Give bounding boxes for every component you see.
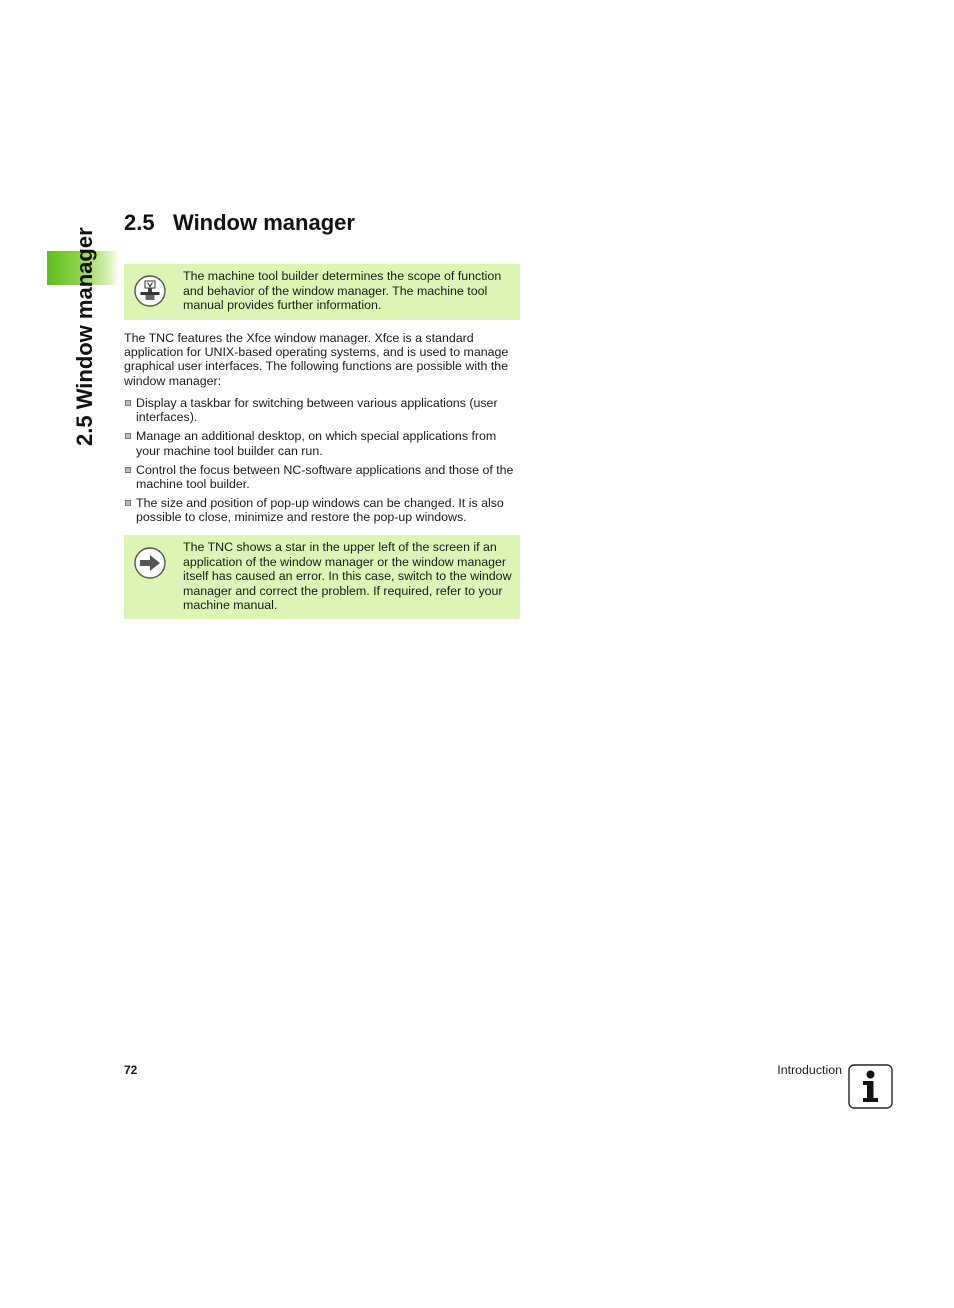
section-title: Window manager <box>173 210 355 235</box>
list-item: The size and position of pop-up windows can be changed. It is also possible to close, minimize and restore the pop-up windows. <box>124 496 520 525</box>
tip-note <box>124 535 520 619</box>
machine-note-text: The machine tool builder determines the scope of function and behavior of the window manager. The machine tool manual provides further information. <box>183 269 502 312</box>
chapter-side-title: 2.5 Window manager <box>72 227 97 446</box>
bullet-square-icon <box>125 467 131 473</box>
page-number: 72 <box>124 1063 138 1077</box>
bullet-square-icon <box>125 500 131 506</box>
bullet-square-icon <box>125 400 131 406</box>
section-number: 2.5 <box>124 210 155 235</box>
function-list <box>124 396 520 529</box>
arrow-right-icon <box>134 547 166 579</box>
info-icon <box>848 1064 893 1109</box>
list-item: Control the focus between NC-software applications and those of the machine tool builder. <box>124 463 520 492</box>
bullet-square-icon <box>125 433 131 439</box>
tip-note-text: The TNC shows a star in the upper left of the screen if an application of the window manager or the window manager itself has caused an error. In this case, switch to the window manager and correct the problem. If required, refer to your machine manual. <box>183 540 512 612</box>
intro-paragraph: The TNC features the Xfce window manager. Xfce is a standard application for UNIX-based operating systems, and is used to manage graphical user interfaces. The following functions are possible with the window manager: <box>124 331 509 388</box>
machine-note <box>124 264 520 320</box>
footer-chapter: Introduction <box>777 1063 842 1077</box>
machine-tool-icon <box>134 275 166 307</box>
list-item: Display a taskbar for switching between various applications (user interfaces). <box>124 396 520 425</box>
list-item: Manage an additional desktop, on which special applications from your machine tool builder can run. <box>124 429 520 458</box>
page-title <box>124 207 355 239</box>
